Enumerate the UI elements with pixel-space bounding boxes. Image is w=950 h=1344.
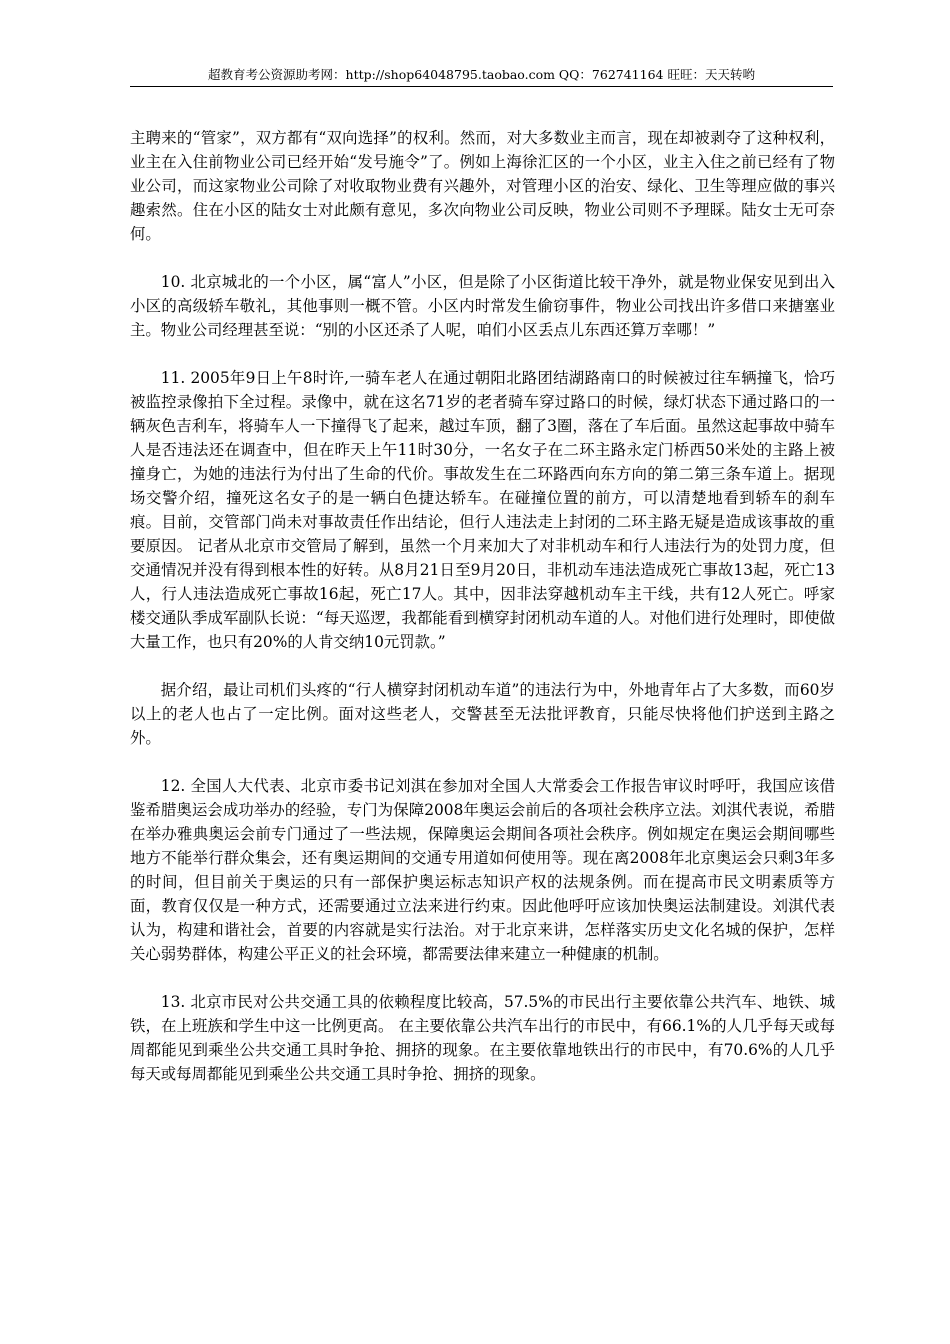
paragraph-item-10: 10. 北京城北的一个小区，属“富人”小区，但是除了小区街道比较干净外，就是物业保安见到出入小区的高级轿车敬礼，其他事则一概不管。小区内时常发生偷窃事件，物业公司找出许多借口来搪塞业主。物业公司经理甚至说：“别的小区还杀了人呢，咱们小区丢点儿东西还算万幸哪！” [130, 273, 835, 339]
header-divider [130, 86, 833, 87]
paragraph-item-13: 13. 北京市民对公共交通工具的依赖程度比较高，57.5%的市民出行主要依靠公共汽车、地铁、城铁，在上班族和学生中这一比例更高。 在主要依靠公共汽车出行的市民中，有66.1%的人几乎每天或每周都能见到乘坐公共交通工具时争抢、拥挤的现象。在主要依靠地铁出行的市民中，有70.6%的人几乎每天或每周都能见到乘坐公共交通工具时争抢、拥挤的现象。 [130, 993, 835, 1083]
paragraph-continuation: 主聘来的“管家”，双方都有“双向选择”的权利。然而，对大多数业主而言，现在却被剥夺了这种权利，业主在入住前物业公司已经开始“发号施令”了。例如上海徐汇区的一个小区，业主入住之前已经有了物业公司，而这家物业公司除了对收取物业费有兴趣外，对管理小区的治安、绿化、卫生等理应做的事兴趣索然。住在小区的陆女士对此颇有意见，多次向物业公司反映，物业公司则不予理睬。陆女士无可奈何。 [130, 129, 835, 243]
paragraph-item-12: 12. 全国人大代表、北京市委书记刘淇在参加对全国人大常委会工作报告审议时呼吁，我国应该借鉴希腊奥运会成功举办的经验，专门为保障2008年奥运会前后的各项社会秩序立法。刘淇代表说，希腊在举办雅典奥运会前专门通过了一些法规，保障奥运会期间各项社会秩序。例如规定在奥运会期间哪些地方不能举行群众集会，还有奥运期间的交通专用道如何使用等。现在离2008年北京奥运会只剩3年多的时间，但目前关于奥运的只有一部保护奥运标志知识产权的法规条例。而在提高市民文明素质等方面，教育仅仅是一种方式，还需要通过立法来进行约束。因此他呼吁应该加快奥运法制建设。刘淇代表认为，构建和谐社会，首要的内容就是实行法治。对于北京来讲，怎样落实历史文化名城的保护，怎样关心弱势群体，构建公平正义的社会环境，都需要法律来建立一种健康的机制。 [130, 777, 835, 963]
paragraph-item-11-continued: 据介绍，最让司机们头疼的“行人横穿封闭机动车道”的违法行为中，外地青年占了大多数，而60岁以上的老人也占了一定比例。面对这些老人，交警甚至无法批评教育，只能尽快将他们护送到主路之外。 [130, 681, 835, 747]
document-body [130, 126, 835, 1110]
page-header: 超教育考公资源助考网：http://shop64048795.taobao.com QQ：762741164 旺旺：天天转哟 [208, 67, 755, 82]
paragraph-item-11: 11. 2005年9日上午8时许,一骑车老人在通过朝阳北路团结湖路南口的时候被过往车辆撞飞，恰巧被监控录像拍下全过程。录像中，就在这名71岁的老者骑车穿过路口的时候，绿灯状态下通过路口的一辆灰色吉利车，将骑车人一下撞得飞了起来，越过车顶，翻了3圈，落在了车后面。虽然这起事故中骑车人是否违法还在调查中，但在昨天上午11时30分，一名女子在二环主路永定门桥西50米处的主路上被撞身亡，为她的违法行为付出了生命的代价。事故发生在二环路西向东方向的第二第三条车道上。据现场交警介绍，撞死这名女子的是一辆白色捷达轿车。在碰撞位置的前方，可以清楚地看到轿车的刹车痕。目前，交管部门尚未对事故责任作出结论，但行人违法走上封闭的二环主路无疑是造成该事故的重要原因。 记者从北京市交管局了解到，虽然一个月来加大了对非机动车和行人违法行为的处罚力度，但交通情况并没有得到根本性的好转。从8月21日至9月20日，非机动车违法造成死亡事故13起，死亡13人，行人违法造成死亡事故16起，死亡17人。其中，因非法穿越机动车主干线，共有12人死亡。呼家楼交通队季成军副队长说：“每天巡逻，我都能看到横穿封闭机动车道的人。对他们进行处理时，即使做大量工作，也只有20%的人肯交纳10元罚款。” [130, 369, 835, 651]
